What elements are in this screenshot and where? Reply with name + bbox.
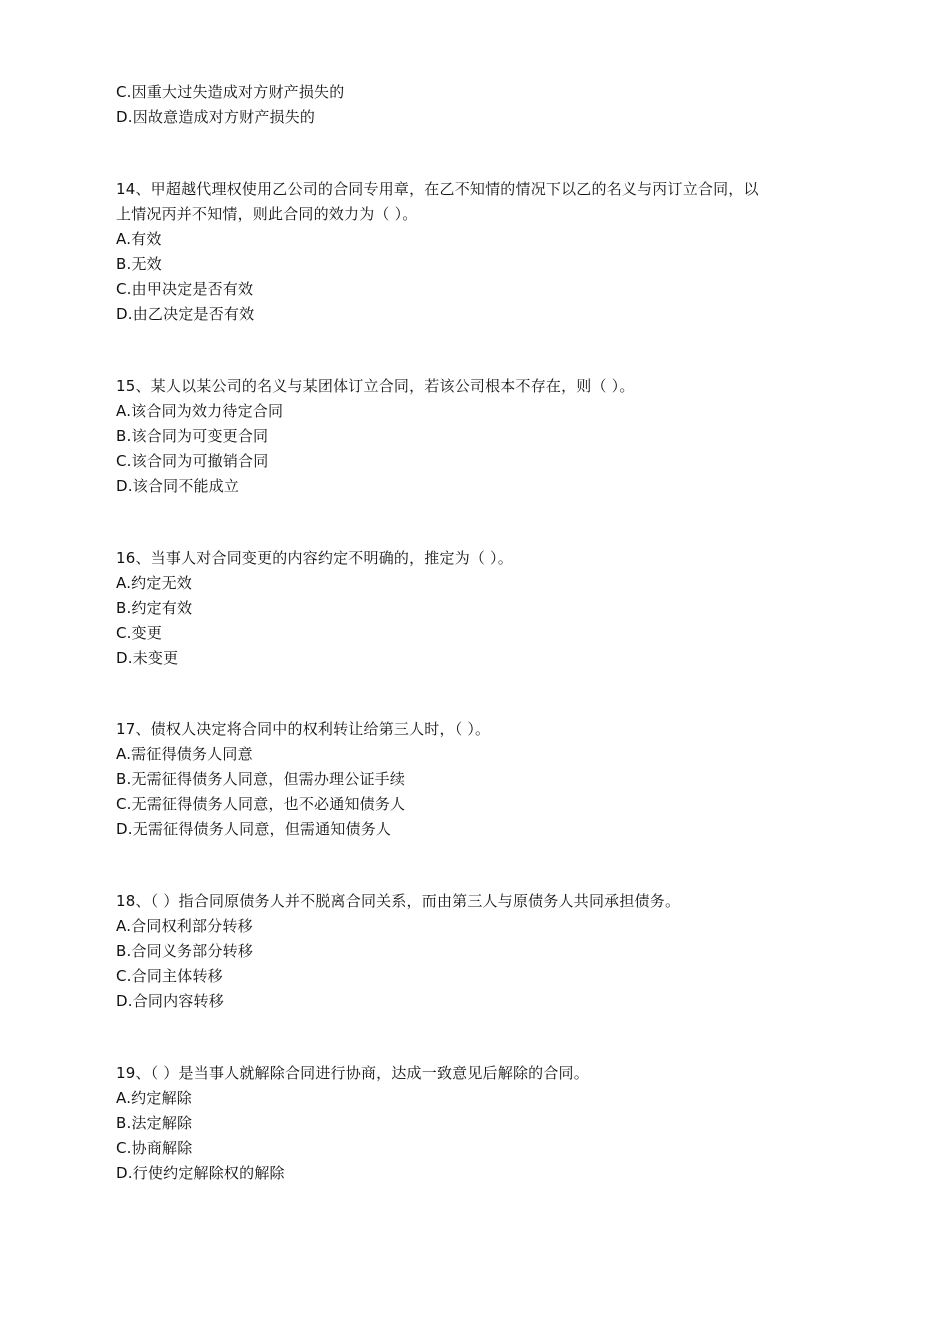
option-a: A.该合同为效力待定合同 [116, 402, 284, 420]
option-d: D.合同内容转移 [116, 992, 224, 1010]
option-c: C.无需征得债务人同意，也不必通知债务人 [116, 795, 406, 813]
option-d: D.由乙决定是否有效 [116, 305, 255, 323]
question-18 [116, 889, 836, 1014]
option-d: D.未变更 [116, 649, 179, 667]
option-a: A.约定无效 [116, 574, 192, 592]
option-b: B.约定有效 [116, 599, 193, 617]
option-d: D.该合同不能成立 [116, 477, 240, 495]
option-b: B.无需征得债务人同意，但需办理公证手续 [116, 770, 406, 788]
option-a: A.约定解除 [116, 1089, 192, 1107]
question-stem: 17、债权人决定将合同中的权利转让给第三人时，（ ）。 [116, 720, 491, 738]
option-b: B.无效 [116, 255, 162, 273]
option-a: A.有效 [116, 230, 162, 248]
option-c: C.由甲决定是否有效 [116, 280, 254, 298]
question-16 [116, 546, 836, 671]
option-c: C.变更 [116, 624, 163, 642]
option-b: B.法定解除 [116, 1114, 193, 1132]
question-14 [116, 177, 836, 327]
question-stem: 15、某人以某公司的名义与某团体订立合同，若该公司根本不存在，则（ ）。 [116, 377, 635, 395]
question-stem: 19、（ ）是当事人就解除合同进行协商，达成一致意见后解除的合同。 [116, 1064, 589, 1082]
option-a: A.合同权利部分转移 [116, 917, 253, 935]
question-stem: 14、甲超越代理权使用乙公司的合同专用章，在乙不知情的情况下以乙的名义与丙订立合同，以 [116, 180, 759, 198]
option-d: D.因故意造成对方财产损失的 [116, 108, 316, 126]
option-c: C.协商解除 [116, 1139, 193, 1157]
question-17 [116, 717, 836, 842]
question-stem: 上情况丙并不知情，则此合同的效力为（ ）。 [116, 205, 418, 223]
option-c: C.该合同为可撤销合同 [116, 452, 269, 470]
question-19 [116, 1061, 836, 1186]
option-d: D.无需征得债务人同意，但需通知债务人 [116, 820, 392, 838]
option-a: A.需征得债务人同意 [116, 745, 253, 763]
option-c: C.合同主体转移 [116, 967, 223, 985]
question-stem: 16、当事人对合同变更的内容约定不明确的，推定为（ ）。 [116, 549, 513, 567]
prev-question-options [116, 80, 836, 130]
option-c: C.因重大过失造成对方财产损失的 [116, 83, 345, 101]
option-b: B.该合同为可变更合同 [116, 427, 269, 445]
question-stem: 18、（ ）指合同原债务人并不脱离合同关系，而由第三人与原债务人共同承担债务。 [116, 892, 681, 910]
option-d: D.行使约定解除权的解除 [116, 1164, 285, 1182]
question-15 [116, 374, 836, 499]
option-b: B.合同义务部分转移 [116, 942, 254, 960]
